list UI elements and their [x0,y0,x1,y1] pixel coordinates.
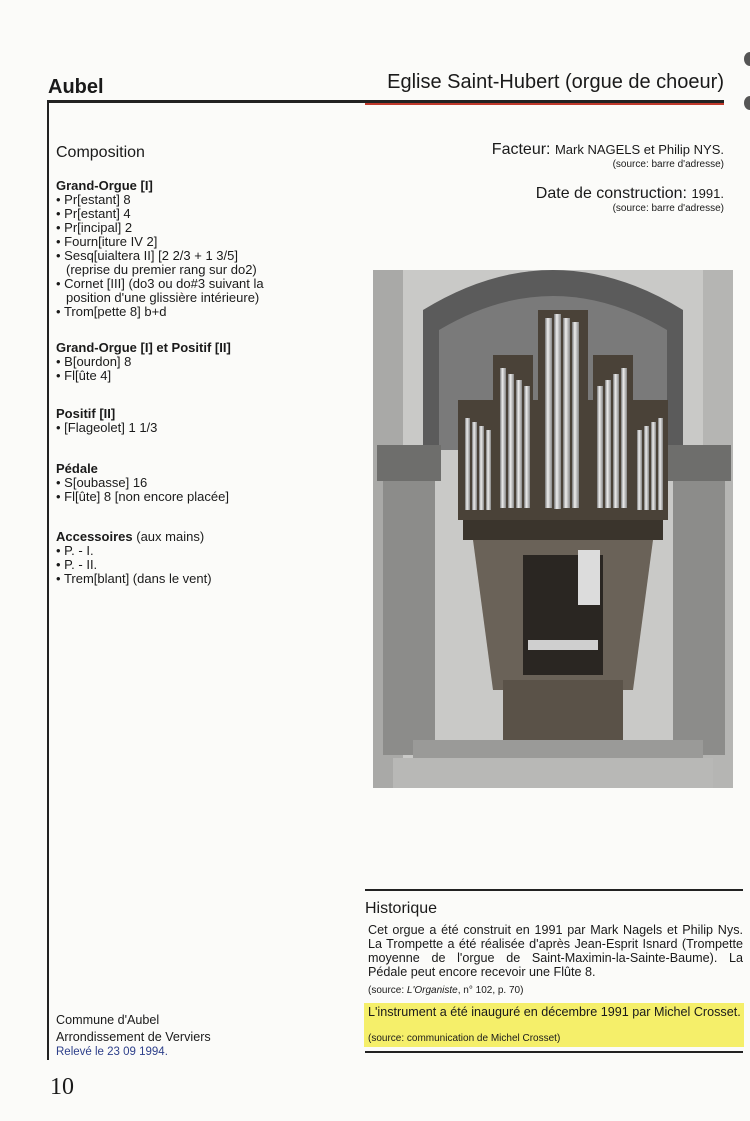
date-block [536,185,724,214]
historique-body: Cet orgue a été construit en 1991 par Mark Nagels et Philip Nys. La Trompette a été réalisée d'après Jean-Esprit Isnard (Trompette moyenne de l'orgue de Saint-Maximin-la-Sainte-Baume). La Pédale peut encore recevoir une Flûte 8. [368,923,743,979]
composition-title: Composition [56,144,145,161]
stop-item: • Fourn[iture IV 2] [56,235,264,249]
source-suffix: , n° 102, p. 70) [457,985,524,996]
commune-block [56,1012,211,1046]
section-title: Accessoires [56,529,133,544]
stop-note: position d'une glissière intérieure) [66,290,260,305]
stop-item: • B[ourdon] 8 [56,355,231,369]
page-number: 10 [50,1074,74,1100]
facteur-block [492,141,724,170]
source-prefix: (source: [368,985,407,996]
highlight-source: (source: communication de Michel Crosset) [368,1033,561,1044]
section-title: Positif [II] [56,406,116,421]
section-title-suffix: (aux mains) [136,529,205,544]
stop-item: • Pr[estant] 4 [56,207,264,221]
date-value: 1991. [691,186,724,201]
section-grand-orgue-positif [56,341,231,383]
stop-item: • P. - II. [56,558,212,572]
church-title: Eglise Saint-Hubert (orgue de choeur) [387,71,724,93]
facteur-value: Mark NAGELS et Philip NYS. [554,142,724,157]
stop-item: • Pr[incipal] 2 [56,221,264,235]
date-source: (source: barre d'adresse) [612,203,724,214]
binder-ring [744,52,750,66]
section-grand-orgue [56,179,264,319]
source-journal: L'Organiste [406,985,458,996]
binder-ring [744,96,750,110]
arrondissement: Arrondissement de Verviers [56,1030,211,1044]
stop-item: • Pr[estant] 8 [56,193,264,207]
highlight-text: L'instrument a été inauguré en décembre 1991 par Michel Crosset. [368,1005,741,1019]
stop-item: • S[oubasse] 16 [56,476,229,490]
stop-item: • [Flageolet] 1 1/3 [56,421,157,435]
section-pedale [56,462,229,504]
section-accessoires [56,530,212,586]
stop-item [56,249,264,277]
historique-title: Historique [365,900,438,917]
city-title: Aubel [48,76,104,98]
stop-item: • Fl[ûte 4] [56,369,231,383]
historique-rule-bottom [365,1051,743,1053]
stop-note: (reprise du premier rang sur do2) [66,262,257,277]
commune: Commune d'Aubel [56,1013,160,1027]
releve-date: Relevé le 23 09 1994. [56,1046,168,1058]
organ-photo [373,270,733,788]
section-title: Grand-Orgue [I] et Positif [II] [56,340,231,355]
left-margin-rule [47,100,49,1060]
stop-name: Sesq[uialtera II] [2 2/3 + 1 3/5] [64,248,238,263]
stop-item: • Fl[ûte] 8 [non encore placée] [56,490,229,504]
facteur-source: (source: barre d'adresse) [612,159,724,170]
stop-name: Cornet [III] (do3 ou do#3 suivant la [64,276,264,291]
header-rule-accent [365,103,724,105]
section-positif [56,407,157,435]
stop-item: • P. - I. [56,544,212,558]
stop-item [56,277,264,305]
facteur-label: Facteur: [491,141,551,158]
historique-rule-top [365,889,743,891]
date-label: Date de construction: [535,185,687,202]
section-title: Grand-Orgue [I] [56,178,153,193]
section-title-line [56,530,212,544]
section-title: Pédale [56,461,98,476]
stop-item: • Trom[pette 8] b+d [56,305,264,319]
historique-source [368,985,523,996]
stop-item: • Trem[blant] (dans le vent) [56,572,212,586]
